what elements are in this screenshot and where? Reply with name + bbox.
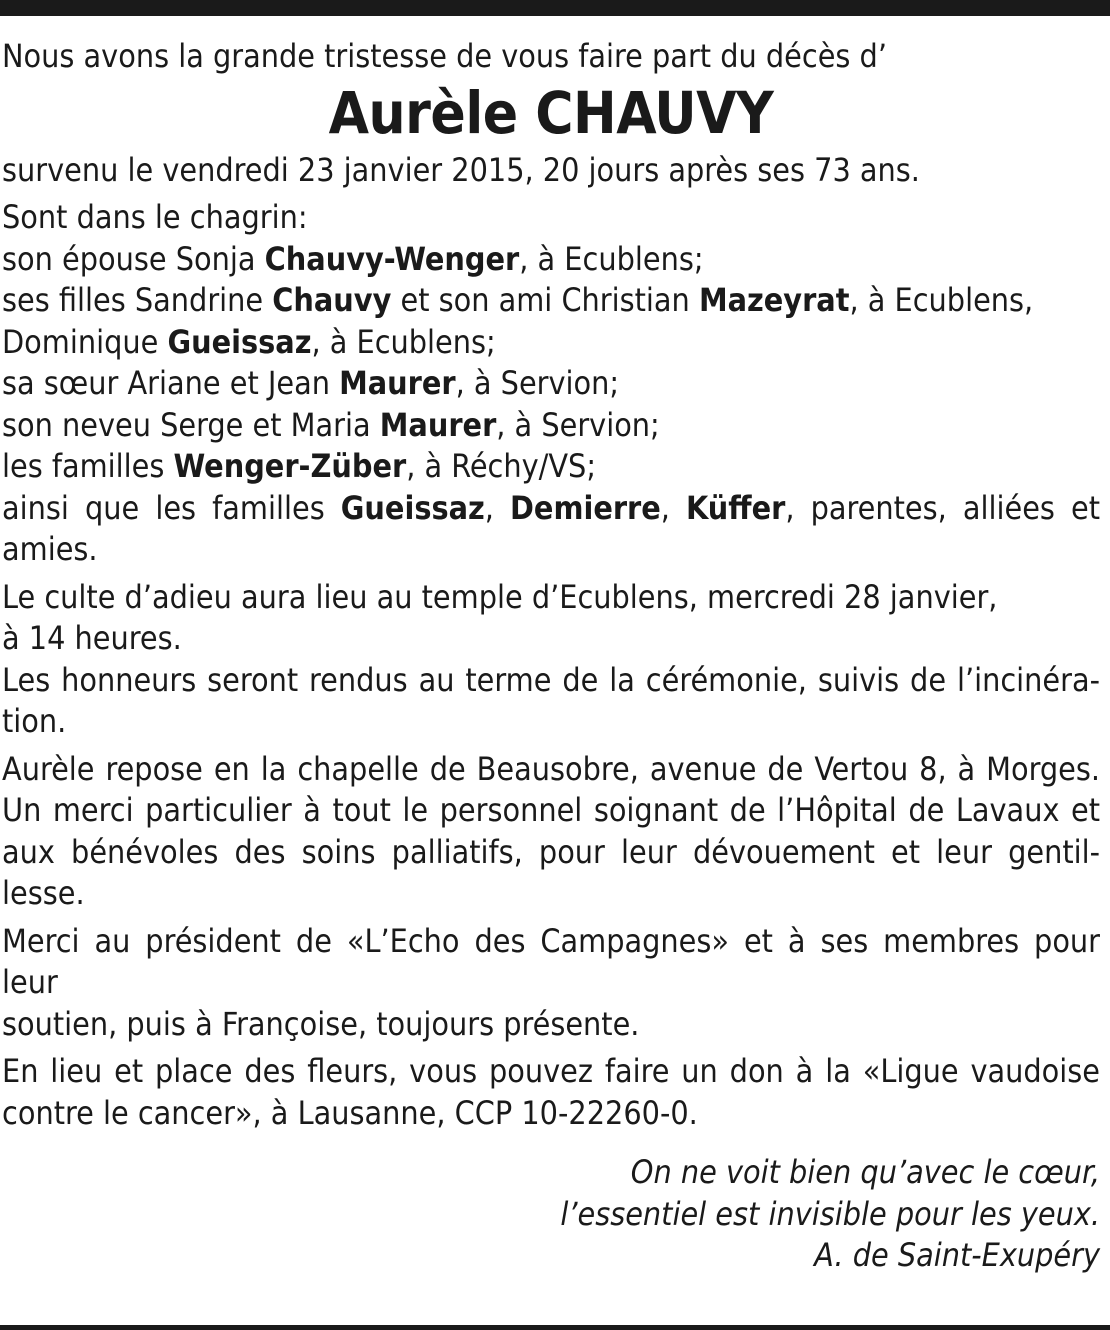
closing-quote [2,1152,1100,1277]
thanks-line: Merci au président de «L’Echo des Campagnes» et à ses membres pour leur [2,921,1100,1001]
family-daughter-dominique [2,322,1100,364]
family-name: Mazeyrat [698,281,850,319]
ceremony-section [2,577,1100,743]
family-text: son neveu Serge et Maria [2,405,380,444]
family-wenger-zuber [2,446,1100,488]
family-name: Chauvy [272,281,392,319]
family-daughters [2,280,1100,322]
family-name: Küffer [686,488,786,527]
intro-text: Nous avons la grande tristesse de vous faire part du décès d’ [2,37,887,75]
family-text: , à Ecublens; [519,239,704,278]
ceremony-line: tion. [2,702,67,740]
donation-line: En lieu et place des fleurs, vous pouvez faire un don à la «Ligue vaudoise [2,1052,1100,1090]
family-name: Maurer [339,364,456,402]
ceremony-line: à 14 heures. [2,619,182,657]
family-text: , à Servion; [455,364,620,402]
family-text: , [484,488,511,527]
family-section [2,197,1100,571]
thanks-section [2,921,1100,1046]
thanks-line: soutien, puis à Françoise, toujours présente. [2,1004,640,1043]
family-text: , à Servion; [496,405,660,444]
family-text: les familles [2,447,174,485]
family-name: Wenger-Züber [173,447,407,485]
family-text: , à Ecublens, [849,281,1034,319]
rest-line: Un merci particulier à tout le personnel soignant de l’Hôpital de Lavaux et [2,791,1100,829]
family-text: sa sœur Ariane et Jean [2,364,340,402]
family-text: et son ami Christian [391,281,699,319]
family-text: , à Ecublens; [311,322,496,361]
family-text: Dominique [2,322,168,361]
family-text: ainsi que les familles [2,488,341,527]
family-nephew [2,405,1100,447]
family-others-end: amies. [2,530,98,568]
bottom-black-rule [0,1325,1110,1330]
donation-section [2,1051,1100,1134]
family-text: , [660,488,687,527]
family-text: , parentes, alliées et [785,488,1101,527]
family-sister [2,363,1100,405]
quote-line: On ne voit bien qu’avec le cœur, [630,1153,1100,1191]
family-text: ses filles Sandrine [2,281,273,319]
rest-line: Aurèle repose en la chapelle de Beausobre, avenue de Vertou 8, à Morges. [2,749,1100,788]
ceremony-line: Le culte d’adieu aura lieu au temple d’Ecublens, mercredi 28 janvier, [2,577,998,616]
family-others [2,488,1100,530]
rest-line: aux bénévoles des soins palliatifs, pour leur dévouement et leur gentil- [2,832,1100,871]
family-name: Gueissaz [167,322,312,361]
deceased-name: Aurèle CHAUVY [328,78,774,147]
family-spouse [2,239,1100,281]
ceremony-line: Les honneurs seront rendus au terme de la cérémonie, suivis de l’incinéra- [2,660,1100,699]
family-text: , à Réchy/VS; [406,447,597,485]
top-black-bar [0,0,1110,16]
family-name: Gueissaz [340,488,485,527]
obituary-notice [2,36,1100,1277]
family-name: Demierre [510,488,661,527]
rest-section [2,749,1100,915]
donation-line: contre le cancer», à Lausanne, CCP 10-22260-0. [2,1093,698,1132]
family-name: Chauvy-Wenger [264,239,520,278]
quote-line: l’essentiel est invisible pour les yeux. [560,1194,1100,1233]
family-heading: Sont dans le chagrin: [2,198,308,236]
death-date-line: survenu le vendredi 23 janvier 2015, 20 jours après ses 73 ans. [2,150,920,189]
quote-author: A. de Saint-Exupéry [814,1236,1100,1274]
family-text: son épouse Sonja [2,239,265,278]
family-name: Maurer [379,405,497,444]
rest-line: lesse. [2,874,85,912]
